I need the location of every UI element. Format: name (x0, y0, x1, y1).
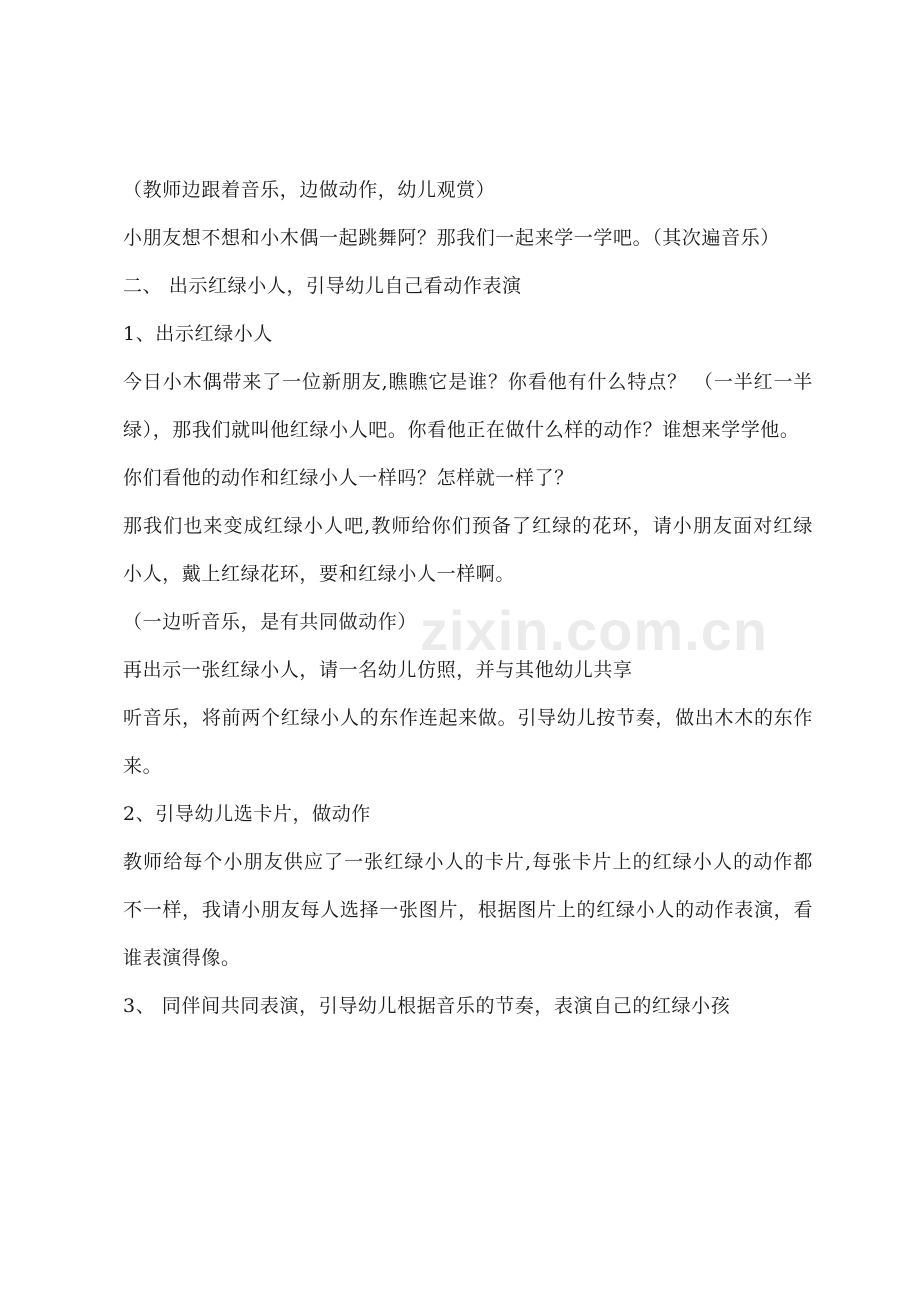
document-body (123, 166, 813, 1030)
paragraph: （一边听音乐，是有共同做动作） (123, 611, 418, 633)
paragraph: 再出示一张红绿小人，请一名幼儿仿照，并与其他幼儿共享 (123, 659, 633, 681)
paragraph: 今日小木偶带来了一位新朋友,瞧瞧它是谁？你看他有什么特点？ （一半红一半绿），那我们就叫他红绿小人吧。你看他正在做什么样的动作？谁想来学学他。 (123, 371, 813, 441)
paragraph: （教师边跟着音乐，边做动作，幼儿观赏） (123, 179, 496, 201)
paragraph: 听音乐，将前两个红绿小人的东作连起来做。引导幼儿按节奏，做出木木的东作来。 (123, 707, 813, 777)
paragraph: 那我们也来变成红绿小人吧,教师给你们预备了红绿的花环，请小朋友面对红绿小人，戴上红绿花环，要和红绿小人一样啊。 (123, 515, 813, 585)
paragraph: 教师给每个小朋友供应了一张红绿小人的卡片,每张卡片上的红绿小人的动作都不一样，我请小朋友每人选择一张图片，根据图片上的红绿小人的动作表演，看谁表演得像。 (123, 851, 813, 969)
subsection-heading: 1、出示红绿小人 (123, 323, 273, 345)
section-heading: 二、 出示红绿小人，引导幼儿自己看动作表演 (123, 275, 522, 297)
paragraph: 你们看他的动作和红绿小人一样吗？怎样就一样了？ (123, 467, 574, 489)
watermark-logo: zixin.com.cn (420, 599, 769, 662)
paragraph: 3、 同伴间共同表演，引导幼儿根据音乐的节奏，表演自己的红绿小孩 (123, 995, 731, 1017)
subsection-heading: 2、引导幼儿选卡片，做动作 (123, 803, 371, 825)
paragraph: 小朋友想不想和小木偶一起跳舞阿？那我们一起来学一学吧。（其次遍音乐） (123, 227, 780, 249)
